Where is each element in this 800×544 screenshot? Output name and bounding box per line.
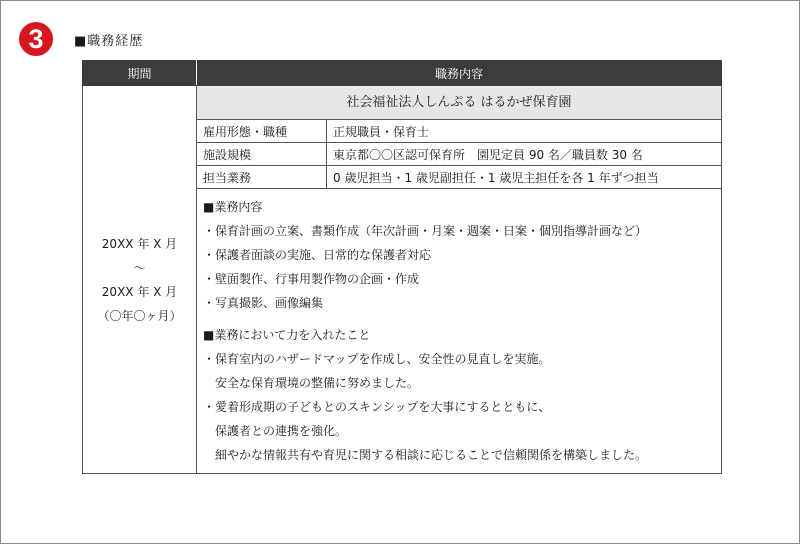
- company-name: 社会福祉法人しんぷる はるかぜ保育園: [197, 86, 721, 120]
- employment-type-label: 雇用形態・職種: [197, 120, 327, 143]
- list-item-continuation: 安全な保育環境の整備に努めました。: [215, 376, 420, 390]
- section-number-badge: 3: [19, 22, 53, 56]
- details-header: 職務内容: [197, 61, 722, 86]
- facility-size-value: 東京都〇〇区認可保育所 園児定員 90 名／職員数 30 名: [327, 143, 722, 166]
- period-start: 20XX 年 X 月: [101, 236, 178, 251]
- facility-size-label: 施設規模: [197, 143, 327, 166]
- details-cell: [197, 86, 722, 474]
- list-item: ・写真撮影、画像編集: [203, 296, 324, 310]
- info-row: [197, 143, 721, 166]
- list-item: ・愛着形成期の子どもとのスキンシップを大事にするとともに、: [203, 400, 551, 414]
- list-item-continuation: 保護者との連携を強化。: [215, 424, 348, 438]
- info-row: [197, 120, 721, 143]
- duties-block: [197, 189, 721, 473]
- section-title: ■職務経歴: [74, 34, 144, 49]
- list-item: ・保護者面談の実施、日常的な保護者対応: [203, 248, 432, 262]
- career-history-table: [82, 60, 722, 474]
- period-header: 期間: [83, 61, 197, 86]
- list-item-continuation: 細やかな情報共有や育児に関する相談に応じることで信頼関係を構築しました。: [215, 448, 648, 462]
- period-duration: （〇年〇ヶ月）: [97, 308, 182, 323]
- employment-type-value: 正規職員・保育士: [327, 120, 722, 143]
- list-item: ・保育計画の立案、書類作成（年次計画・月案・週案・日案・個別指導計画など）: [203, 224, 648, 238]
- assigned-duties-value: 0 歳児担当・1 歳児副担任・1 歳児主担任を各 1 年ずつ担当: [327, 166, 722, 189]
- duties-heading: ■業務内容: [203, 200, 263, 214]
- period-cell: [83, 86, 197, 474]
- period-tilde: ～: [133, 260, 146, 275]
- list-item: ・壁面製作、行事用製作物の企画・作成: [203, 272, 420, 286]
- employment-info: [197, 120, 721, 189]
- list-item: ・保育室内のハザードマップを作成し、安全性の見直しを実施。: [203, 352, 551, 366]
- period-end: 20XX 年 X 月: [101, 284, 178, 299]
- efforts-heading: ■業務において力を入れたこと: [203, 328, 371, 342]
- table-header-row: [83, 61, 722, 86]
- table-row: [83, 86, 722, 474]
- info-row: [197, 166, 721, 189]
- assigned-duties-label: 担当業務: [197, 166, 327, 189]
